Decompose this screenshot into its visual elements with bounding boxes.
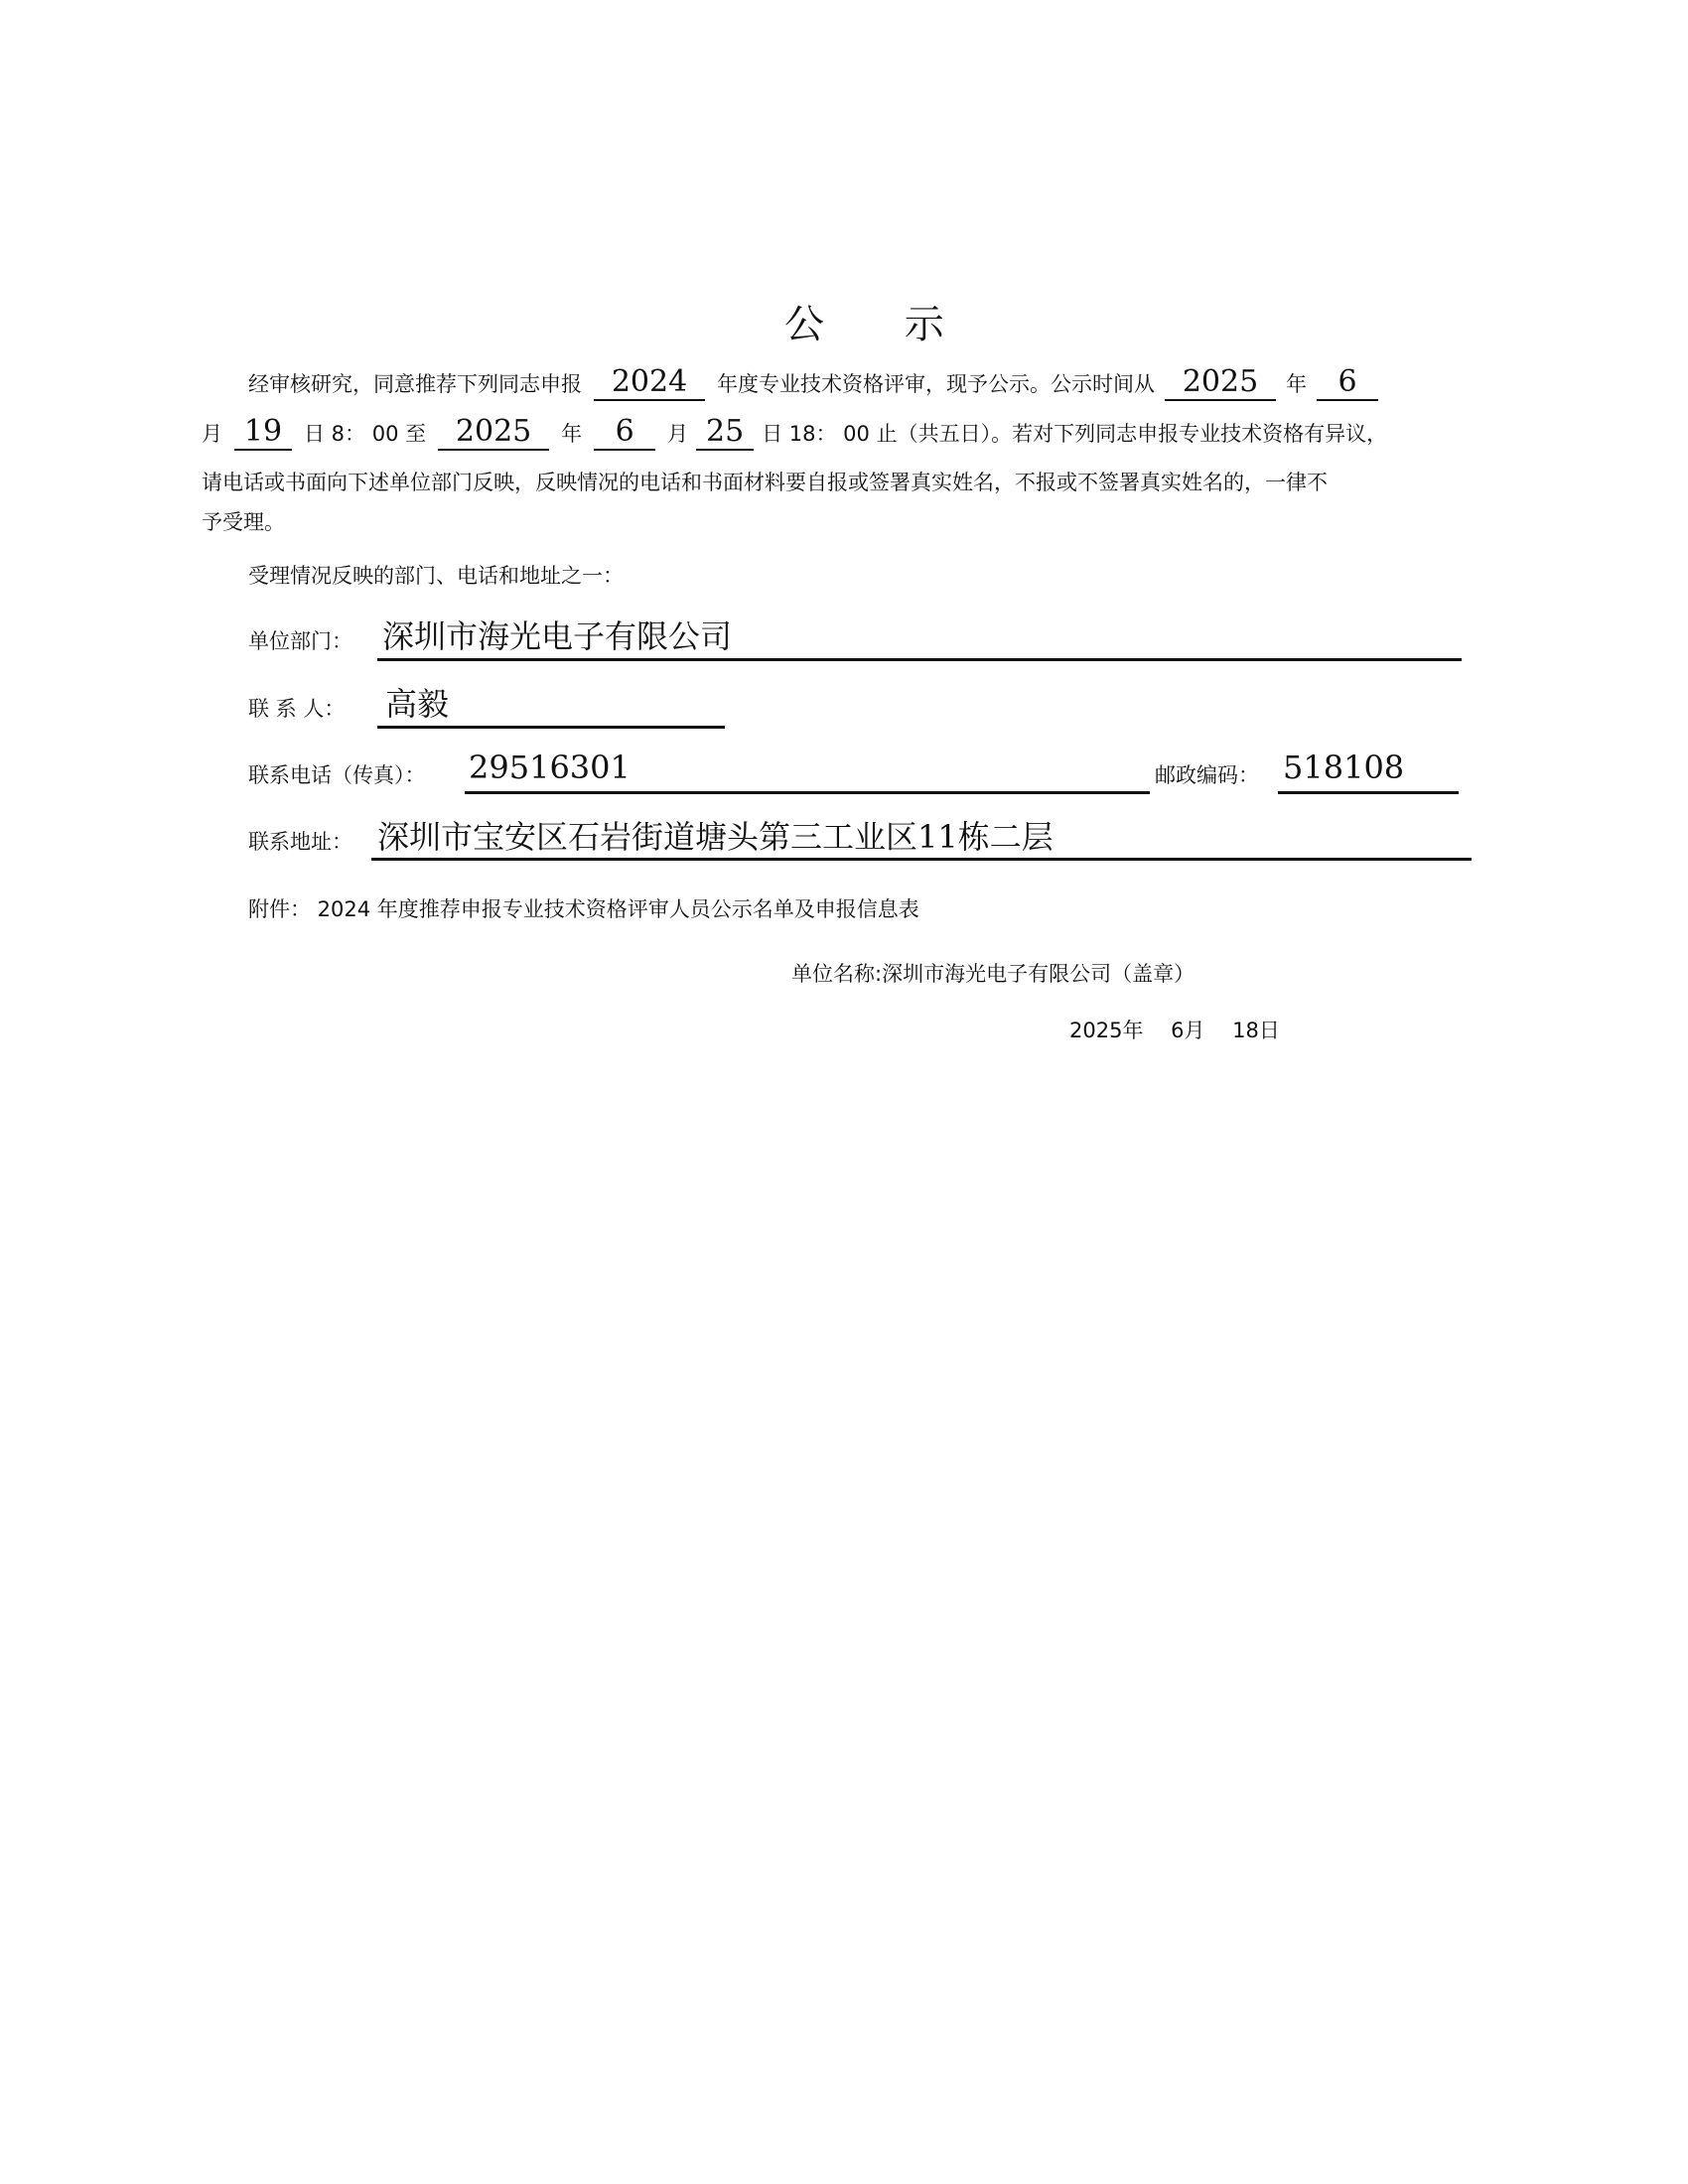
notice-text: 年 (561, 422, 583, 446)
dept-intro: 受理情况反映的部门、电话和地址之一： (248, 564, 624, 588)
notice-line-2 (202, 415, 1387, 451)
end-month-field: 6 (594, 415, 655, 451)
phone-label: 联系电话（传真）： (248, 763, 426, 787)
start-year-field: 2025 (1165, 365, 1276, 401)
address-value: 深圳市宝安区石岩街道塘头第三工业区11栋二层 (377, 818, 1054, 856)
postcode-label: 邮政编码： (1155, 763, 1259, 787)
notice-text: 月 (202, 422, 222, 446)
contact-value: 高毅 (385, 685, 450, 723)
address-underline (371, 858, 1472, 861)
dept-underline (377, 658, 1462, 661)
contact-label: 联 系 人： (248, 697, 346, 721)
start-day-field: 19 (234, 415, 292, 451)
page-title: 公 示 (784, 302, 978, 347)
notice-text: 年度专业技术资格评审，现予公示。公示时间从 (717, 372, 1155, 396)
postcode-value: 518108 (1283, 749, 1405, 786)
end-day-field: 25 (696, 415, 754, 451)
phone-value: 29516301 (469, 749, 631, 786)
attachment: 附件： 2024 年度推荐申报专业技术资格评审人员公示名单及申报信息表 (248, 897, 919, 921)
notice-line-4: 予受理。 (202, 510, 285, 534)
notice-line-1 (248, 365, 1378, 401)
signature-org: 单位名称:深圳市海光电子有限公司（盖章） (791, 962, 1196, 986)
notice-line-3: 请电话或书面向下述单位部门反映，反映情况的电话和书面材料要自报或签署真实姓名，不报或不签署真实姓名的，一律不 (202, 471, 1328, 494)
end-year-field: 2025 (438, 415, 549, 451)
notice-text: 月 (667, 422, 689, 446)
notice-text: 年 (1286, 372, 1307, 396)
notice-text: 经审核研究，同意推荐下列同志申报 (248, 372, 582, 396)
notice-text: 日 18： 00 止（共五日）。若对下列同志申报专业技术资格有异议， (762, 422, 1388, 446)
postcode-underline (1278, 791, 1459, 794)
phone-underline (465, 791, 1150, 794)
contact-underline (377, 726, 725, 729)
notice-text: 日 8： 00 至 (304, 422, 427, 446)
start-month-field: 6 (1317, 365, 1378, 401)
dept-value: 深圳市海光电子有限公司 (382, 617, 733, 655)
declare-year-field: 2024 (594, 365, 705, 401)
address-label: 联系地址： (248, 830, 352, 854)
dept-label: 单位部门： (248, 629, 352, 653)
signature-date: 2025年 6月 18日 (1069, 1019, 1280, 1042)
